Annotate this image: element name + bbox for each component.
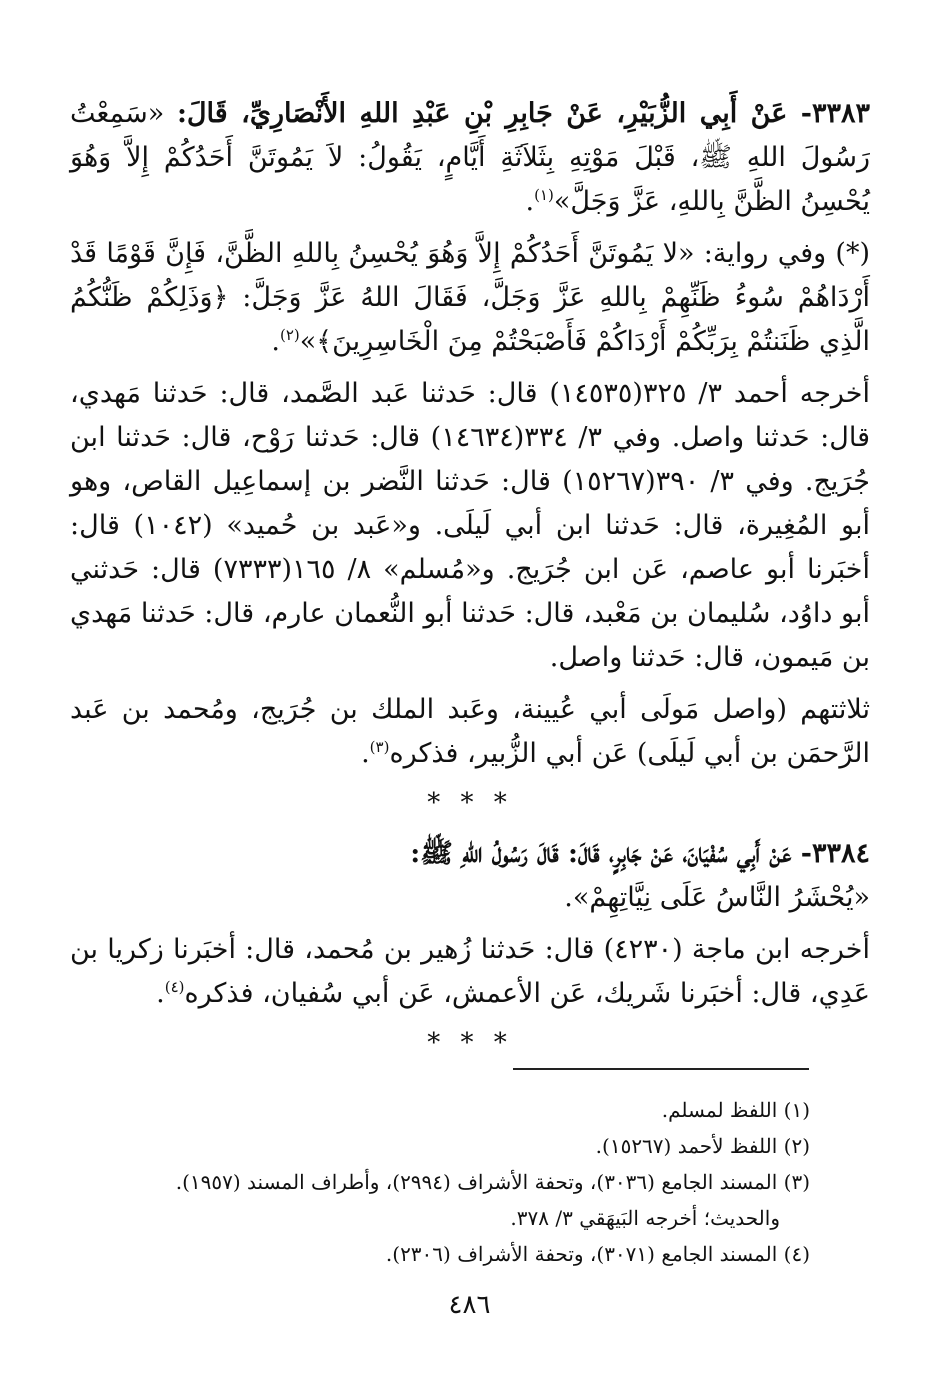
hadith-3383-variant: (*) وفي رواية: «لا يَمُوتَنَّ أَحَدُكُمْ إِلاَّ وَهُوَ يُحْسِنُ بِاللهِ الظَّنَّ، فَإِنَّ قَوْمًا قَدْ أَرْدَاهُمْ سُوءُ ظَنِّهِمْ بِاللهِ عَزَّ وَجَلَّ، فَقَالَ اللهُ عَزَّ وَجَلَّ: ﴿وَذَلِكُمْ ظَنُّكُمُ الَّذِي ظَنَنتُمْ بِرَبِّكُمْ أَرْدَاكُمْ فَأَصْبَحْتُمْ مِنَ الْخَاسِرِينَ﴾»$^{(٢)}$. (70, 238, 870, 357)
footnote-divider (513, 1068, 809, 1070)
summary-text: ثلاثتهم (واصل مَولَى أبي عُيينة، وعَبد الملك بن جُرَيج، ومُحمد بن عَبد الرَّحمَن بن أبي لَيلَى) عَن أبي الزُّبير، فذكره (70, 694, 871, 769)
hadith-3384-quote: «يُحْشَرُ النَّاسُ عَلَى نِيَّاتِهِمْ». (564, 882, 870, 913)
variant-text: (*) وفي رواية: «لا يَمُوتَنَّ أَحَدُكُمْ إِلاَّ وَهُوَ يُحْسِنُ بِاللهِ الظَّنَّ، فَإِنَّ قَوْمًا قَدْ أَرْدَاهُمْ سُوءُ ظَنِّهِمْ بِاللهِ عَزَّ وَجَلَّ، فَقَالَ اللهُ عَزَّ وَجَلَّ: ﴿وَذَلِكُمْ ظَنُّكُمُ الَّذِي ظَنَنتُمْ بِرَبِّكُمْ أَرْدَاكُمْ فَأَصْبَحْتُمْ مِنَ الْخَاسِرِينَ﴾» (70, 238, 870, 357)
hadith-3384-heading: ٣٣٨٤- عَنْ أَبِي سُفْيَانَ، عَنْ جَابِرٍ، قَالَ: قَالَ رَسُولُ اللهِ ﷺ: (410, 838, 870, 869)
summary-3383: ثلاثتهم (واصل مَولَى أبي عُيينة، وعَبد الملك بن جُرَيج، ومُحمد بن عَبد الرَّحمَن بن أبي لَيلَى) عَن أبي الزُّبير، فذكره$^{(٣)}$. (70, 694, 871, 769)
takhrij-text: أخرجه أحمد ٣/ ٣٢٥(١٤٥٣٥) قال: حَدثنا عَبد الصَّمد، قال: حَدثنا مَهدي، قال: حَدثنا واصل. وفي ٣/ ٣٣٤(١٤٦٣٤) قال: حَدثنا رَوْح، قال: حَدثنا ابن جُرَيج. وفي ٣/ ٣٩٠(١٥٢٦٧) قال: حَدثنا النَّضر بن إسماعِيل القاص، وهو أبو المُغِيرة، قال: حَدثنا ابن أبي لَيلَى. و«عَبد بن حُميد» (١٠٤٢) قال: أخبَرنا أبو عاصم، عَن ابن جُرَيج. و«مُسلم» ٨/ ١٦٥(٧٣٣٣) قال: حَدثني أبو داوُد، سُليمان بن مَعْبد، قال: حَدثنا أبو النُّعمان عارم، قال: حَدثنا مَهدي بن مَيمون، قال: حَدثنا واصل. (70, 378, 871, 673)
page-number: ٤٨٦ (448, 1290, 491, 1320)
footnote-ref-3[interactable]: (٣) (369, 738, 390, 756)
footnote-3-continuation: والحديث؛ أخرجه البَيهَقي ٣/ ٣٧٨. (510, 1206, 780, 1230)
footnote-ref-4[interactable]: (٤) (164, 978, 185, 996)
hadith-3383-heading: ٣٣٨٣- عَنْ أَبِي الزُّبَيْرِ، عَنْ جَابِرِ بْنِ عَبْدِ اللهِ الأَنْصَارِيِّ، قَالَ: (176, 98, 870, 129)
hadith-3383-text: «سَمِعْتُ رَسُولَ اللهِ ﷺ، قَبْلَ مَوْتِهِ بِثَلاَثَةِ أَيَّامٍ، يَقُولُ: لاَ يَمُوتَنَّ أَحَدُكُمْ إِلاَّ وَهُوَ يُحْسِنُ الظَّنَّ بِاللهِ، عَزَّ وَجَلَّ» (70, 98, 870, 217)
footnote-4: (٤) المسند الجامع (٣٠٧١)، وتحفة الأشراف (٢٣٠٦). (385, 1242, 810, 1266)
footnote-1: (١) اللفظ لمسلم. (661, 1098, 810, 1122)
takhrij-3383 (70, 372, 870, 680)
main-text (70, 92, 870, 1072)
hadith-3383: ٣٣٨٣- عَنْ أَبِي الزُّبَيْرِ، عَنْ جَابِرِ بْنِ عَبْدِ اللهِ الأَنْصَارِيِّ، قَالَ: «سَمِعْتُ رَسُولَ اللهِ ﷺ، قَبْلَ مَوْتِهِ بِثَلاَثَةِ أَيَّامٍ، يَقُولُ: لاَ يَمُوتَنَّ أَحَدُكُمْ إِلاَّ وَهُوَ يُحْسِنُ الظَّنَّ بِاللهِ، عَزَّ وَجَلَّ»$^{(١)}$. (70, 98, 870, 217)
footnote-2: (٢) اللفظ لأحمد (١٥٢٦٧). (595, 1134, 810, 1158)
hadith-3384 (70, 832, 870, 920)
footnote-ref-2[interactable]: (٢) (280, 326, 300, 344)
footnotes (120, 1092, 810, 1272)
footnote-3: (٣) المسند الجامع (٣٠٣٦)، وتحفة الأشراف (٢٩٩٤)، وأطراف المسند (١٩٥٧). (175, 1170, 810, 1194)
section-separator-2: * * * (427, 1028, 513, 1058)
takhrij-3384: أخرجه ابن ماجة (٤٢٣٠) قال: حَدثنا زُهير بن مُحمد، قال: أخبَرنا زكريا بن عَدِي، قال: أخبَرنا شَريك، عَن الأعمش، عَن أبي سُفيان، فذكره$^{(٤)}$. (70, 934, 870, 1009)
takhrij-3384-text: أخرجه ابن ماجة (٤٢٣٠) قال: حَدثنا زُهير بن مُحمد، قال: أخبَرنا زكريا بن عَدِي، قال: أخبَرنا شَريك، عَن الأعمش، عَن أبي سُفيان، فذكره (70, 934, 870, 1009)
footnote-ref-1[interactable]: (١) (534, 186, 554, 204)
section-separator: * * * (427, 788, 513, 818)
